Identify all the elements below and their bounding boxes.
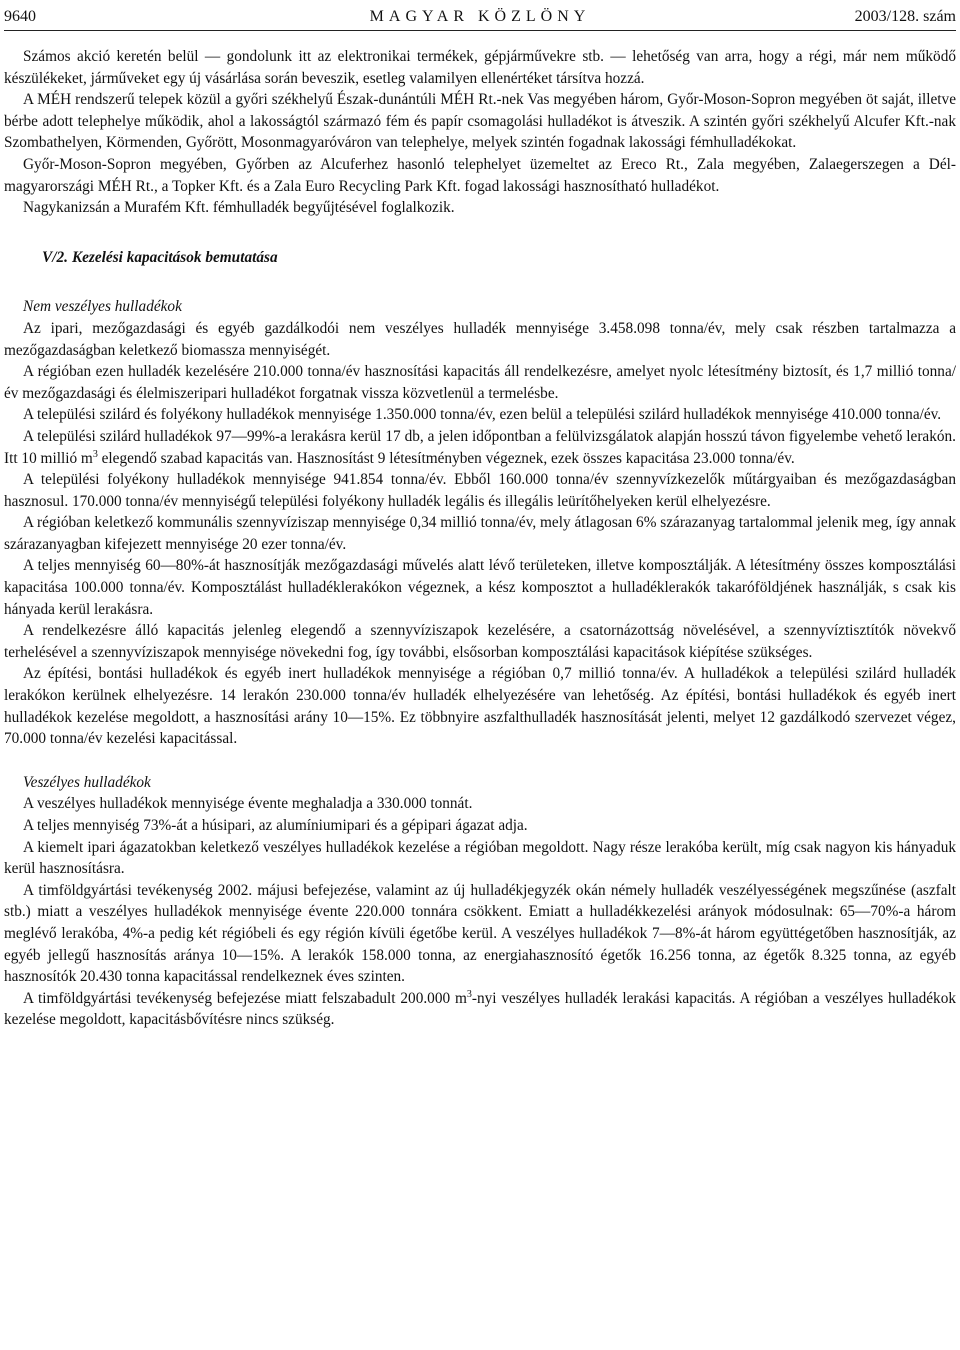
paragraph: A veszélyes hulladékok mennyisége évente meghaladja a 330.000 tonnát.: [23, 795, 473, 813]
paragraph: A kiemelt ipari ágazatokban keletkező veszélyes hulladékok kezelése a régióban megoldott. Nagy része lerakóba került, míg csak nagyon kis hányaduk kerül hasznosításra.: [4, 838, 956, 878]
superscript: 3: [466, 988, 472, 1000]
paragraph: A timföldgyártási tevékenység 2002. májusi befejezése, valamint az új hulladékjegyzék okán némely hulladék veszélyességének megszűnése (aszfalt stb.) miatt a veszélyes hulladékok mennyisége évente 220.000 tonnára csökkent. Emiatt a hulladékkezelési arányok módosulnak: 65—70%-a három meglévő lerakóba, 4%-a pedig két régióbeli és egy régión kívüli égetőbe kerül. A veszélyes hulladékok 7—8%-át három együttégetőben hasznosítják, az egyéb jellegű hasznosítás aránya 10—15%. A lerakók 158.000 tonna, az energiahasznosító égetők 16.256 tonna, az égetők 8.325 tonna, az egyéb hasznosítók 20.430 tonna kapacitással rendelkeznek éves szinten.: [4, 881, 956, 986]
paragraph: [4, 988, 956, 1031]
paragraph: Az építési, bontási hulladékok és egyéb inert hulladékok mennyisége a régióban 0,7 millió tonna/év. A hulladékok a települési szilárd hulladék lerakókon kerülnek elhelyezésre. 14 lerakón 230.000 tonna/év hulladék elhelyezésére van lehetőség. Az építési, bontási hulladékok és egyéb inert hulladékok kezelése megoldott, a hasznosítási arány 10—15%. Ez többnyire aszfalthulladék hasznosítását jelenti, melyet 12 gazdálkodó szervezet végez, 70.000 tonna/év kezelési kapacitással.: [4, 665, 956, 748]
header-rule: [4, 30, 956, 31]
superscript: 3: [92, 448, 98, 460]
paragraph: A teljes mennyiség 73%-át a húsipari, az alumíniumipari és a gépipari ágazat adja.: [23, 817, 528, 834]
body-text: [4, 46, 956, 1031]
journal-title: MAGYAR KÖZLÖNY: [369, 8, 591, 25]
paragraph: A teljes mennyiség 60—80%-át hasznosítják mezőgazdasági művelés alatt lévő területeken, illetve komposztálják. A létesítmény összes komposztálási kapacitása 100.000 tonna/év. Komposztálást hulladéklerakókon végeznek, a kész komposztot a hulladéklerakók takaróföldjének használják, s csak kis hányada kerül lerakásra.: [4, 557, 956, 618]
paragraph: Számos akció keretén belül — gondolunk itt az elektronikai termékek, gépjárművekre stb. — lehetőség van arra, hogy a régi, már nem működő készülékeket, járműveket egy új vásárlása során beveszik, esetleg valamilyen ellenértéket társítva hozzá.: [4, 48, 956, 87]
text-run: A timföldgyártási tevékenység befejezése miatt felszabadult 200.000 m: [23, 989, 467, 1007]
paragraph: A települési szilárd és folyékony hulladékok mennyisége 1.350.000 tonna/év, ezen belül a települési szilárd hulladékok mennyisége 410.000 tonna/év.: [23, 406, 942, 424]
section-title: Kezelési kapacitások bemutatása: [71, 248, 278, 266]
page-header: [4, 6, 956, 26]
paragraph: A települési folyékony hulladékok mennyisége 941.854 tonna/év. Ebből 160.000 tonna/év szennyvízkezelők műtárgyaiban és mezőgazdaságban hasznosul. 170.000 tonna/év mennyiségű települési folyékony hulladék legális és illegális leürítőhelyeken kerül elhelyezésre.: [4, 471, 956, 510]
paragraph: [4, 426, 956, 469]
paragraph: Az ipari, mezőgazdasági és egyéb gazdálkodói nem veszélyes hulladék mennyisége 3.458.098 tonna/év, mely csak részben tartalmazza a mezőgazdaságban keletkező biomassza mennyiségét.: [4, 319, 956, 359]
section-number: V/2.: [42, 248, 68, 266]
issue-number: 2003/128. szám: [854, 8, 956, 25]
section-heading: [4, 247, 956, 269]
subheading-hazardous: Veszélyes hulladékok: [23, 773, 151, 791]
paragraph: A rendelkezésre álló kapacitás jelenleg elegendő a szennyvíziszapok kezelésére, a csatornázottság növelésével, a szennyvíztisztítók növekvő terhelésével a szennyvíziszapok mennyisége növekedni fog, így további, elsősorban komposztálási kapacitások kiépítése szükséges.: [4, 622, 956, 661]
page-number: 9640: [4, 8, 36, 25]
paragraph: A régióban ezen hulladék kezelésére 210.000 tonna/év hasznosítási kapacitás áll rendelkezésre, amelyet nyolc létesítmény biztosít, és 1,7 millió tonna/év mezőgazdasági és élelmiszeripari hulladékot forgatnak vissza közvetlenül a termelésbe.: [4, 363, 956, 402]
paragraph: A MÉH rendszerű telepek közül a győri székhelyű Észak-dunántúli MÉH Rt.-nek Vas megyében három, Győr-Moson-Sopron megyében öt saját, illetve bérbe adott telephelye működik, ahol a lakosságtól származó fém és papír csomagolási hulladékot is átveszik. A szintén győri székhelyű Alcufer Kft.-nak Szombathelyen, Körmenden, Győrött, Mosonmagyaróváron van telephelye, melyek szintén fogadnak lakossági fémhulladékokat.: [4, 91, 956, 152]
paragraph: Nagykanizsán a Murafém Kft. fémhulladék begyűjtésével foglalkozik.: [23, 199, 455, 217]
text-run: elegendő szabad kapacitás van. Hasznosítást 9 létesítményben végeznek, ezek összes kapacitása 23.000 tonna/év.: [97, 449, 795, 467]
text-run: -nyi veszélyes hulladék lerakási kapacitás. A régióban a veszélyes hulladékok kezelése megoldott, kapacitásbővítésre nincs szükség.: [4, 989, 957, 1029]
subheading-nonhazardous: Nem veszélyes hulladékok: [23, 298, 182, 316]
text-run: A települési szilárd hulladékok 97—99%-a lerakásra kerül 17 db, a jelen időpontban a felülvizsgálatok alapján hosszú távon figyelembe vehető lerakón. Itt 10 millió m: [4, 427, 956, 467]
paragraph: A régióban keletkező kommunális szennyvíziszap mennyisége 0,34 millió tonna/év, mely átlagosan 6% szárazanyag tartalommal jelenik meg, így annak szárazanyagban kifejezett mennyisége 20 ezer tonna/év.: [4, 514, 956, 553]
paragraph: Győr-Moson-Sopron megyében, Győrben az Alcuferhez hasonló telephelyet üzemeltet az Ereco Rt., Zala megyében, Zalaegerszegen a Dél-magyarországi MÉH Rt., a Topker Kft. és a Zala Euro Recycling Park Kft. fogad lakossági hasznosítható hulladékot.: [4, 155, 956, 195]
